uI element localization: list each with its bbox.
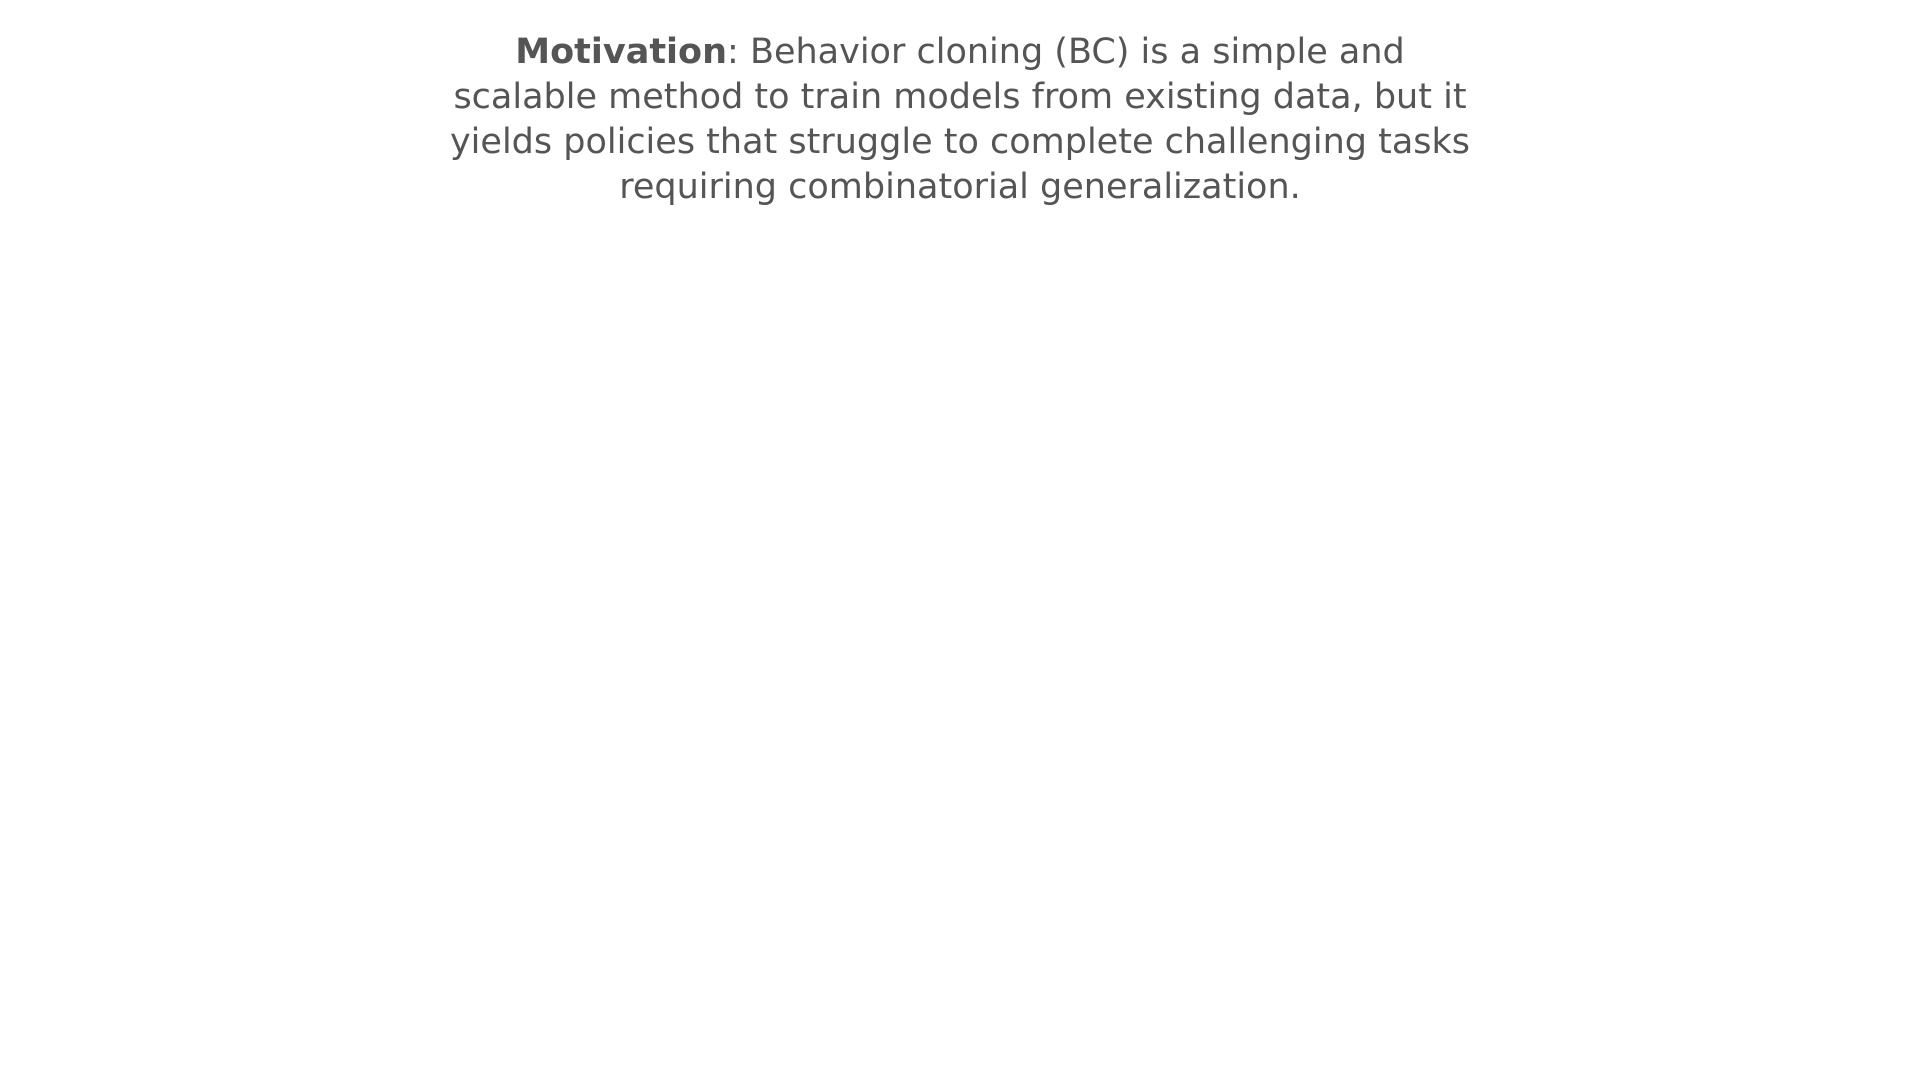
motivation-separator: :: [727, 32, 739, 72]
motivation-label: Motivation: [515, 32, 728, 72]
motivation-text: Behavior cloning (BC) is a simple and scalable method to train models from existing data, but it yields policies that struggle to complete challenging tasks requiring combinatorial generalization.: [449, 32, 1471, 207]
motivation-paragraph: [440, 30, 1480, 210]
